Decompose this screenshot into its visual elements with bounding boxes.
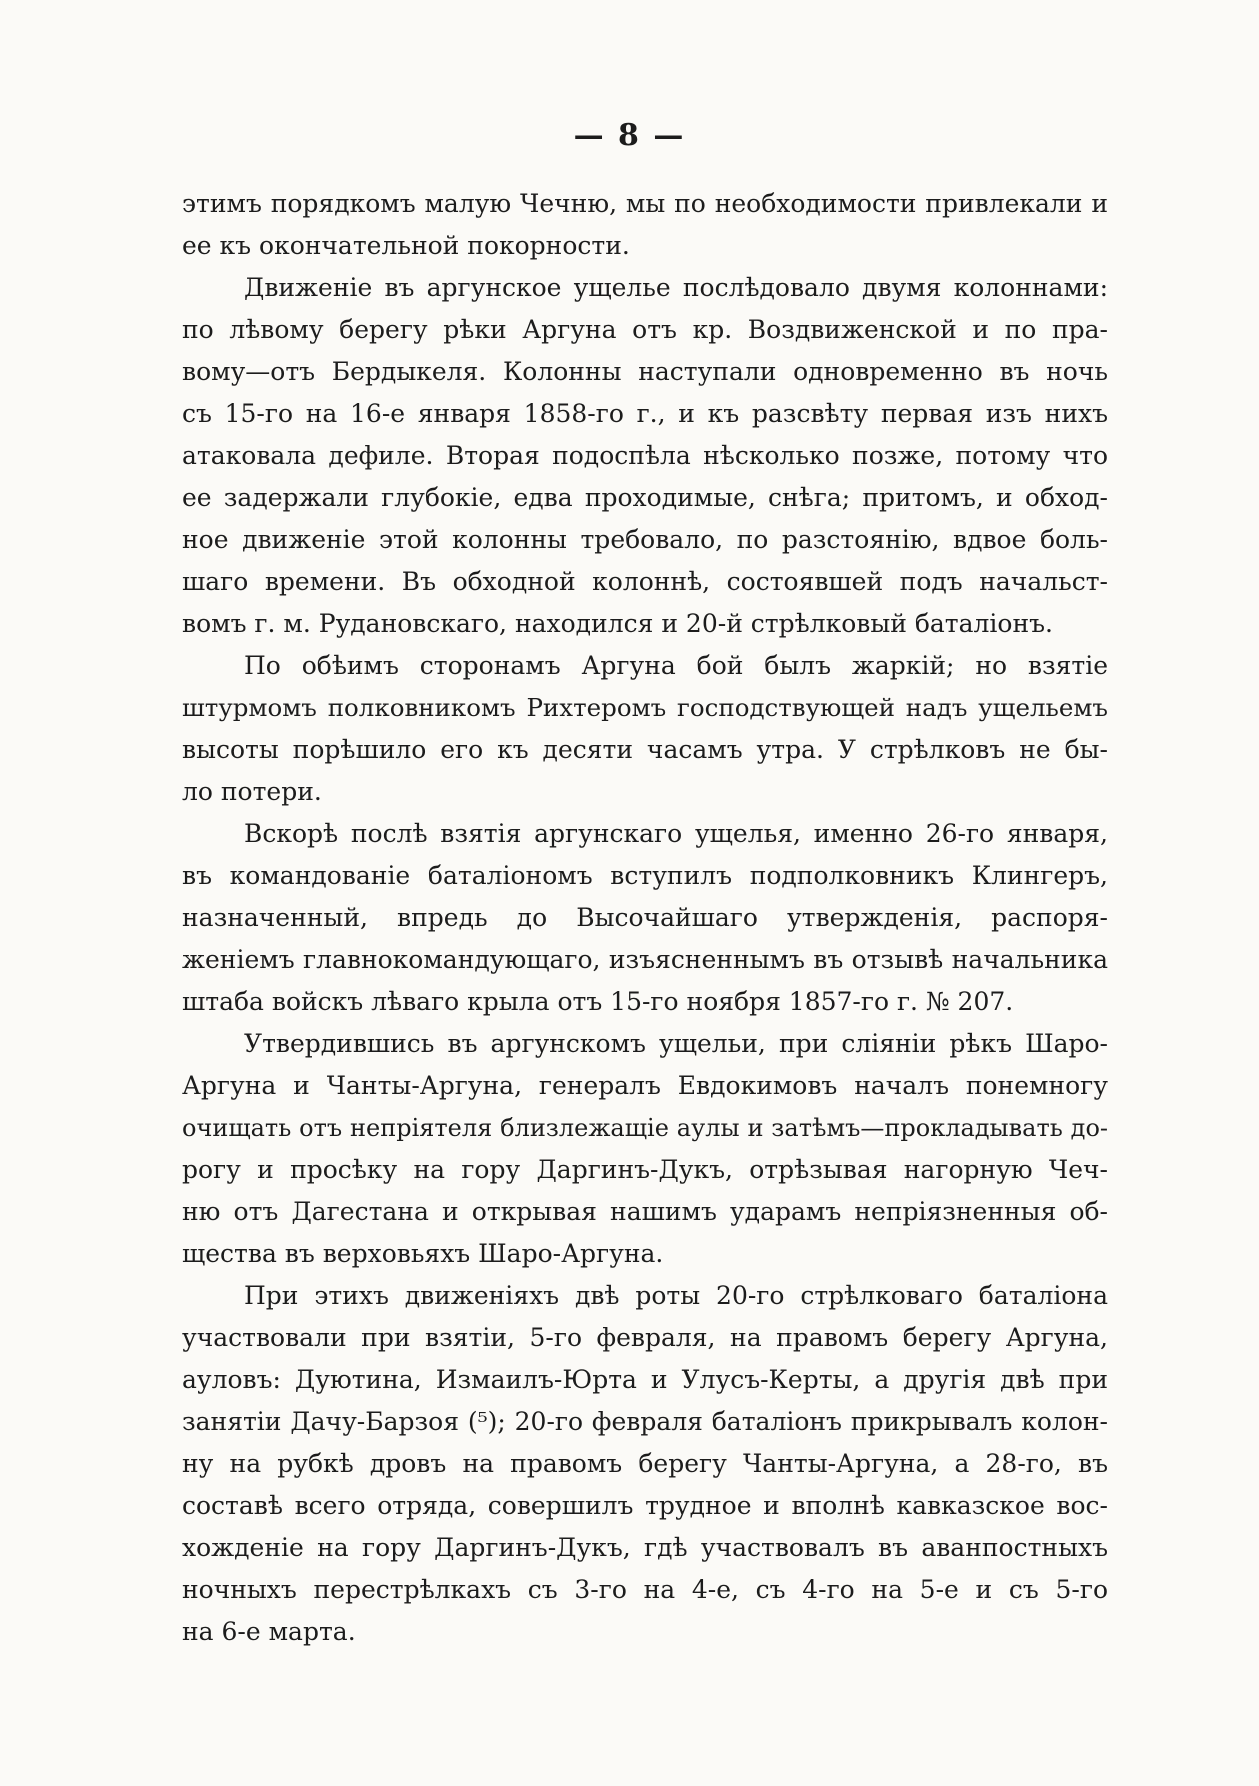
body-text bbox=[182, 183, 1108, 1653]
text-line: шаго времени. Въ обходной колоннѣ, состоявшей подъ начальст- bbox=[182, 567, 1108, 596]
text-line: рогу и просѣку на гору Даргинъ-Дукъ, отрѣзывая нагорную Чеч- bbox=[182, 1155, 1108, 1184]
text-line: составѣ всего отряда, совершилъ трудное и вполнѣ кавказское вос- bbox=[182, 1491, 1108, 1520]
paragraph bbox=[182, 267, 1108, 645]
text-line: очищать отъ непріятеля близлежащіе аулы и затѣмъ—прокладывать до- bbox=[182, 1114, 1108, 1142]
text-line: ее задержали глубокіе, едва проходимые, снѣга; притомъ, и обход- bbox=[182, 483, 1108, 512]
text-line: ло потери. bbox=[182, 777, 322, 806]
paragraph bbox=[182, 1275, 1108, 1653]
text-line: этимъ порядкомъ малую Чечню, мы по необходимости привлекали и bbox=[182, 189, 1108, 218]
text-line: Вскорѣ послѣ взятія аргунскаго ущелья, именно 26-го января, bbox=[244, 819, 1108, 848]
text-line: штаба войскъ лѣваго крыла отъ 15-го ноября 1857-го г. № 207. bbox=[182, 987, 1014, 1016]
text-line: атаковала дефиле. Вторая подоспѣла нѣсколько позже, потому что bbox=[182, 441, 1108, 470]
text-line: вому—отъ Бердыкеля. Колонны наступали одновременно въ ночь bbox=[182, 357, 1108, 386]
text-line: При этихъ движеніяхъ двѣ роты 20-го стрѣлковаго баталіона bbox=[244, 1281, 1108, 1310]
text-line: ночныхъ перестрѣлкахъ съ 3-го на 4-е, съ 4-го на 5-е и съ 5-го bbox=[182, 1575, 1108, 1604]
text-line: ну на рубкѣ дровъ на правомъ берегу Чанты-Аргуна, а 28-го, въ bbox=[182, 1449, 1108, 1478]
text-line: По обѣимъ сторонамъ Аргуна бой былъ жаркій; но взятіе bbox=[244, 651, 1108, 680]
page-number: — 8 — bbox=[573, 118, 686, 153]
text-line: Аргуна и Чанты-Аргуна, генералъ Евдокимовъ началъ понемногу bbox=[182, 1071, 1108, 1100]
text-line: высоты порѣшило его къ десяти часамъ утра. У стрѣлковъ не бы- bbox=[182, 735, 1108, 764]
text-line: ное движеніе этой колонны требовало, по разстоянію, вдвое боль- bbox=[182, 525, 1108, 554]
text-line: щества въ верховьяхъ Шаро-Аргуна. bbox=[182, 1239, 664, 1268]
text-line: женіемъ главнокомандующаго, изъясненнымъ въ отзывѣ начальника bbox=[182, 945, 1108, 974]
text-line: на 6-е марта. bbox=[182, 1617, 356, 1646]
text-line: Утвердившись въ аргунскомъ ущельи, при сліяніи рѣкъ Шаро- bbox=[244, 1029, 1108, 1058]
text-line: назначенный, впредь до Высочайшаго утвержденія, распоря- bbox=[182, 903, 1108, 932]
text-line: ауловъ: Дуютина, Измаилъ-Юрта и Улусъ-Керты, а другія двѣ при bbox=[182, 1365, 1108, 1394]
paragraph bbox=[182, 1023, 1108, 1275]
text-line: по лѣвому берегу рѣки Аргуна отъ кр. Воздвиженской и по пра- bbox=[182, 315, 1108, 344]
paragraph bbox=[182, 813, 1108, 1023]
text-line: ее къ окончательной покорности. bbox=[182, 231, 630, 260]
text-line: съ 15-го на 16-е января 1858-го г., и къ разсвѣту первая изъ нихъ bbox=[182, 399, 1108, 428]
paragraph bbox=[182, 645, 1108, 813]
text-line: участвовали при взятіи, 5-го февраля, на правомъ берегу Аргуна, bbox=[182, 1323, 1108, 1352]
text-line: хожденіе на гору Даргинъ-Дукъ, гдѣ участвовалъ въ аванпостныхъ bbox=[182, 1533, 1108, 1562]
text-line: штурмомъ полковникомъ Рихтеромъ господствующей надъ ущельемъ bbox=[182, 693, 1108, 722]
text-line: вомъ г. м. Рудановскаго, находился и 20-й стрѣлковый баталіонъ. bbox=[182, 609, 1053, 638]
text-line: ню отъ Дагестана и открывая нашимъ ударамъ непріязненныя об- bbox=[182, 1197, 1108, 1226]
text-line: Движеніе въ аргунское ущелье послѣдовало двумя колоннами: bbox=[244, 273, 1108, 302]
text-line: въ командованіе баталіономъ вступилъ подполковникъ Клингеръ, bbox=[182, 861, 1108, 890]
text-line: занятіи Дачу-Барзоя (⁵); 20-го февраля баталіонъ прикрывалъ колон- bbox=[182, 1407, 1108, 1436]
paragraph bbox=[182, 183, 1108, 267]
